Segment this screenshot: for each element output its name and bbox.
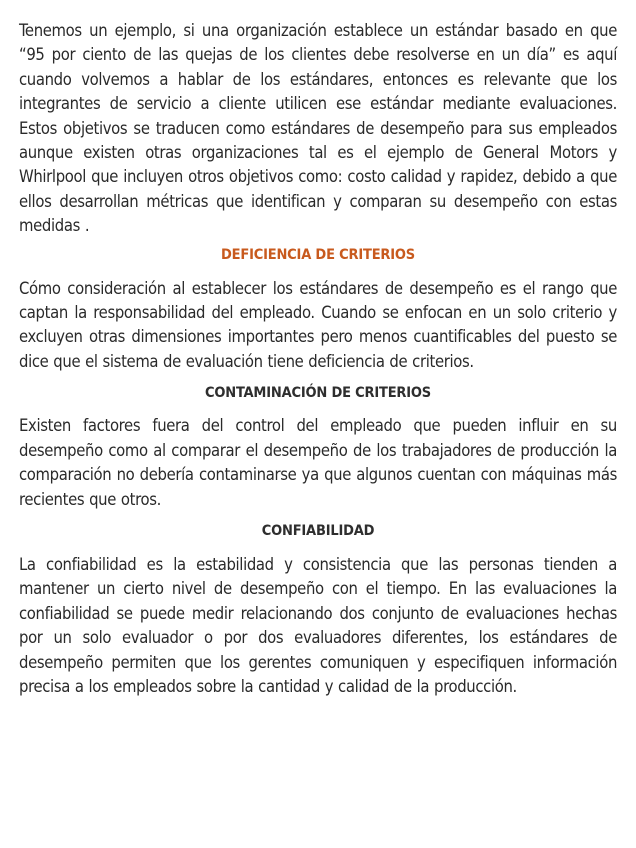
section-body-confiabilidad: La confiabilidad es la estabilidad y consistencia que las personas tienden a mantener un cierto nivel de desempeño con el tiempo. En las evaluaciones la confiabilidad se puede medir relacionando dos conjunto de evaluaciones hechas por un solo evaluador o por dos evaluadores diferentes, los estándares de desempeño permiten que los gerentes comuniquen y especifiquen información precisa a los empleados sobre la cantidad y calidad de la producción. bbox=[19, 554, 617, 696]
intro-paragraph: Tenemos un ejemplo, si una organización establece un estándar basado en que “95 por ciento de las quejas de los clientes debe resolverse en un día” es aquí cuando volvemos a hablar de los estándares, entonces es relevante que los integrantes de servicio a cliente utilicen ese estándar mediante evaluaciones. Estos objetivos se traducen como estándares de desempeño para sus empleados aunque existen otras organizaciones tal es el ejemplo de General Motors y Whirlpool que incluyen otros objetivos como: costo calidad y rapidez, debido a que ellos desarrollan métricas que identifican y comparan su desempeño con estas medidas . bbox=[19, 21, 617, 236]
section-body-contaminacion: Existen factores fuera del control del empleado que pueden influir en su desempeño como al comparar el desempeño de los trabajadores de producción la comparación no debería contaminarse ya que algunos cuentan con máquinas más recientes que otros. bbox=[19, 416, 617, 509]
document-page bbox=[19, 19, 617, 699]
section-heading-confiabilidad: CONFIABILIDAD bbox=[261, 522, 375, 539]
section-body-deficiencia: Cómo consideración al establecer los estándares de desempeño es el rango que captan la responsabilidad del empleado. Cuando se enfocan en un solo criterio y excluyen otras dimensiones importantes pero menos cuantificables del puesto se dice que el sistema de evaluación tiene deficiencia de criterios. bbox=[19, 278, 617, 371]
section-heading-contaminacion: CONTAMINACIÓN DE CRITERIOS bbox=[204, 385, 431, 402]
section-heading-deficiencia: DEFICIENCIA DE CRITERIOS bbox=[221, 246, 415, 263]
